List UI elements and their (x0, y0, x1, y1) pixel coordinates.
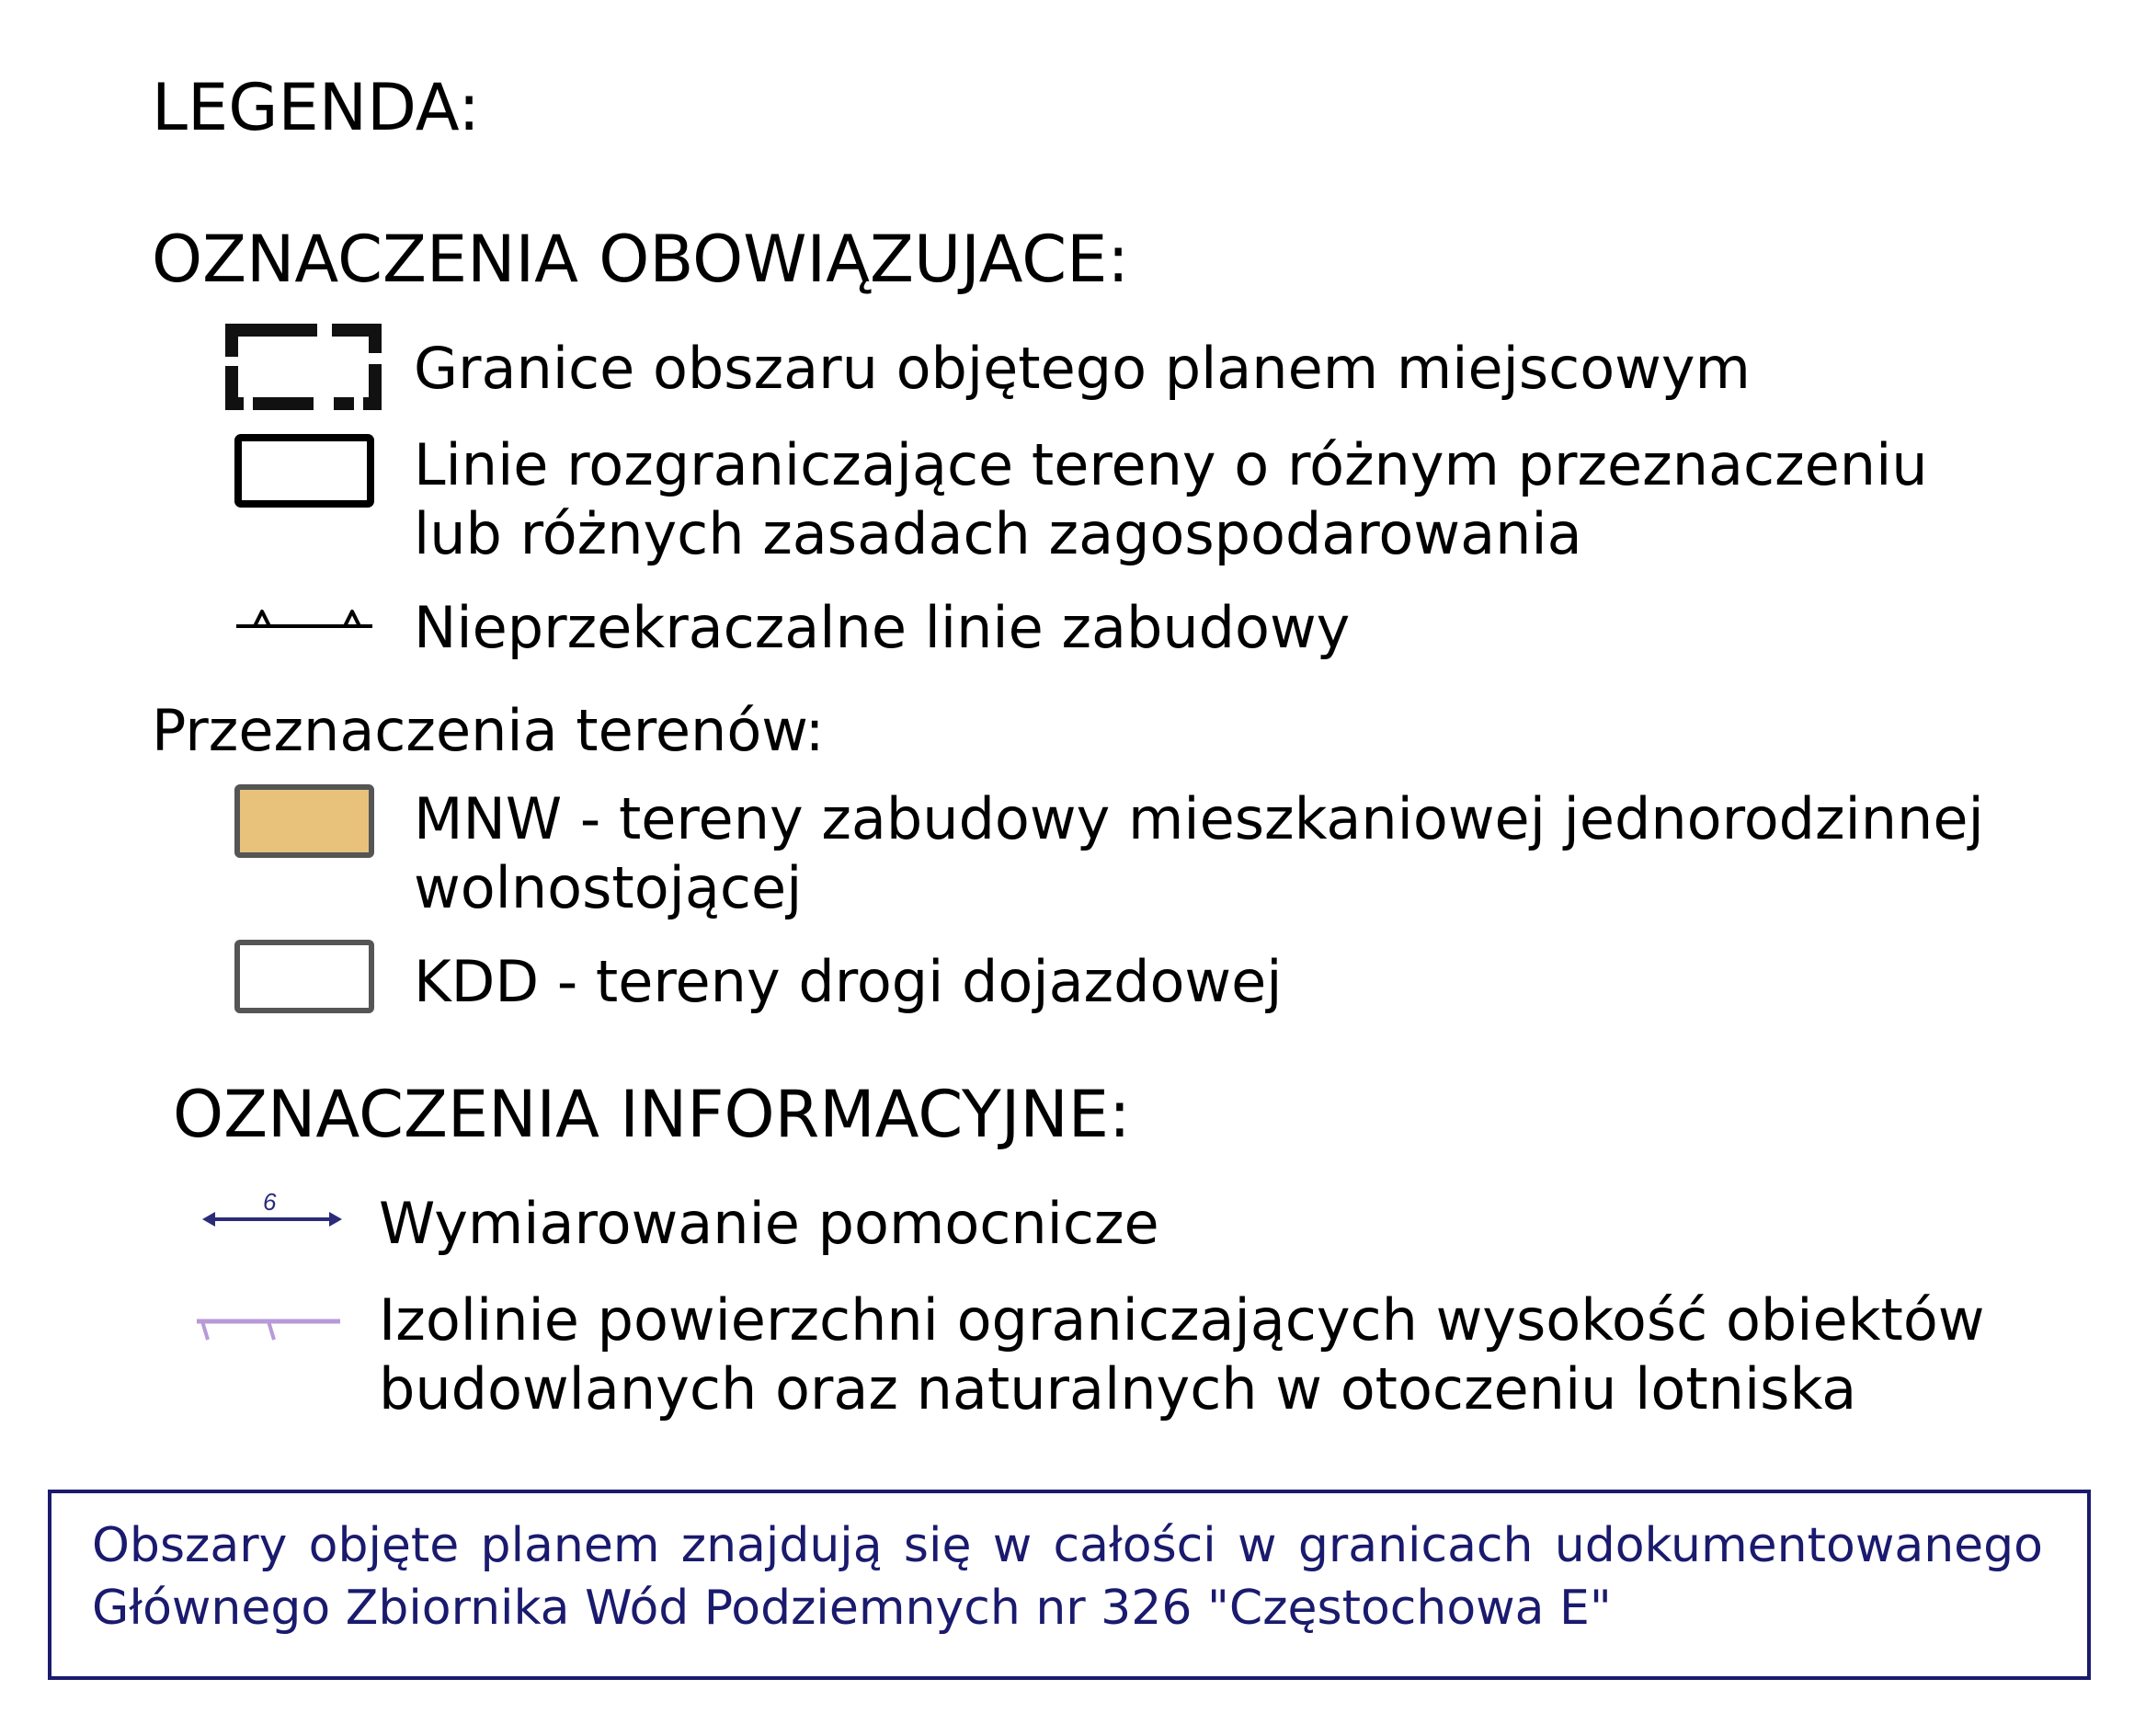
binding-section-heading: OZNACZENIA OBOWIĄZUJACE: (152, 222, 1129, 297)
kdd-fill-swatch-icon (234, 940, 374, 1013)
legend-item-isoline-label-1: Izolinie powierzchni ograniczających wysokość obiektów (379, 1286, 1985, 1353)
legend-item-mnw-label-2: wolnostojącej (414, 854, 803, 921)
dimension-value-label: 6 (263, 1188, 277, 1216)
dividing-line-rectangle-icon (234, 434, 374, 508)
plan-boundary-dashed-thick-icon (225, 324, 382, 410)
legend-item-mnw-label-1: MNW - tereny zabudowy mieszkaniowej jednorodzinnej (414, 785, 1984, 852)
informative-section-heading: OZNACZENIA INFORMACYJNE: (173, 1077, 1131, 1152)
legend-item-building-line-label: Nieprzekraczalne linie zabudowy (414, 594, 1351, 661)
isoline-ticks-icon (195, 1310, 342, 1347)
land-use-heading: Przeznaczenia terenów: (152, 697, 825, 764)
legend-item-dividing-line-label-1: Linie rozgraniczające tereny o różnym przeznaczeniu (414, 431, 1928, 498)
legend-item-plan-boundary-label: Granice obszaru objętego planem miejscowym (414, 335, 1751, 402)
legend-item-isoline-label-2: budowlanych oraz naturalnych w otoczeniu lotniska (379, 1355, 1857, 1422)
notice-line-1: Obszary objęte planem znajdują się w całości w granicach udokumentowanego (92, 1518, 2043, 1573)
legend-title: LEGENDA: (152, 70, 480, 145)
legend-item-dividing-line-label-2: lub różnych zasadach zagospodarowania (414, 500, 1582, 567)
legend-item-kdd-label: KDD - tereny drogi dojazdowej (414, 948, 1283, 1015)
notice-line-2: Głównego Zbiornika Wód Podziemnych nr 326 "Częstochowa E" (92, 1581, 1612, 1636)
building-line-triangles-icon (234, 602, 374, 639)
dimension-arrow-icon (200, 1186, 344, 1234)
mnw-fill-swatch-icon (234, 784, 374, 858)
legend-item-dimension-label: Wymiarowanie pomocnicze (379, 1190, 1159, 1257)
